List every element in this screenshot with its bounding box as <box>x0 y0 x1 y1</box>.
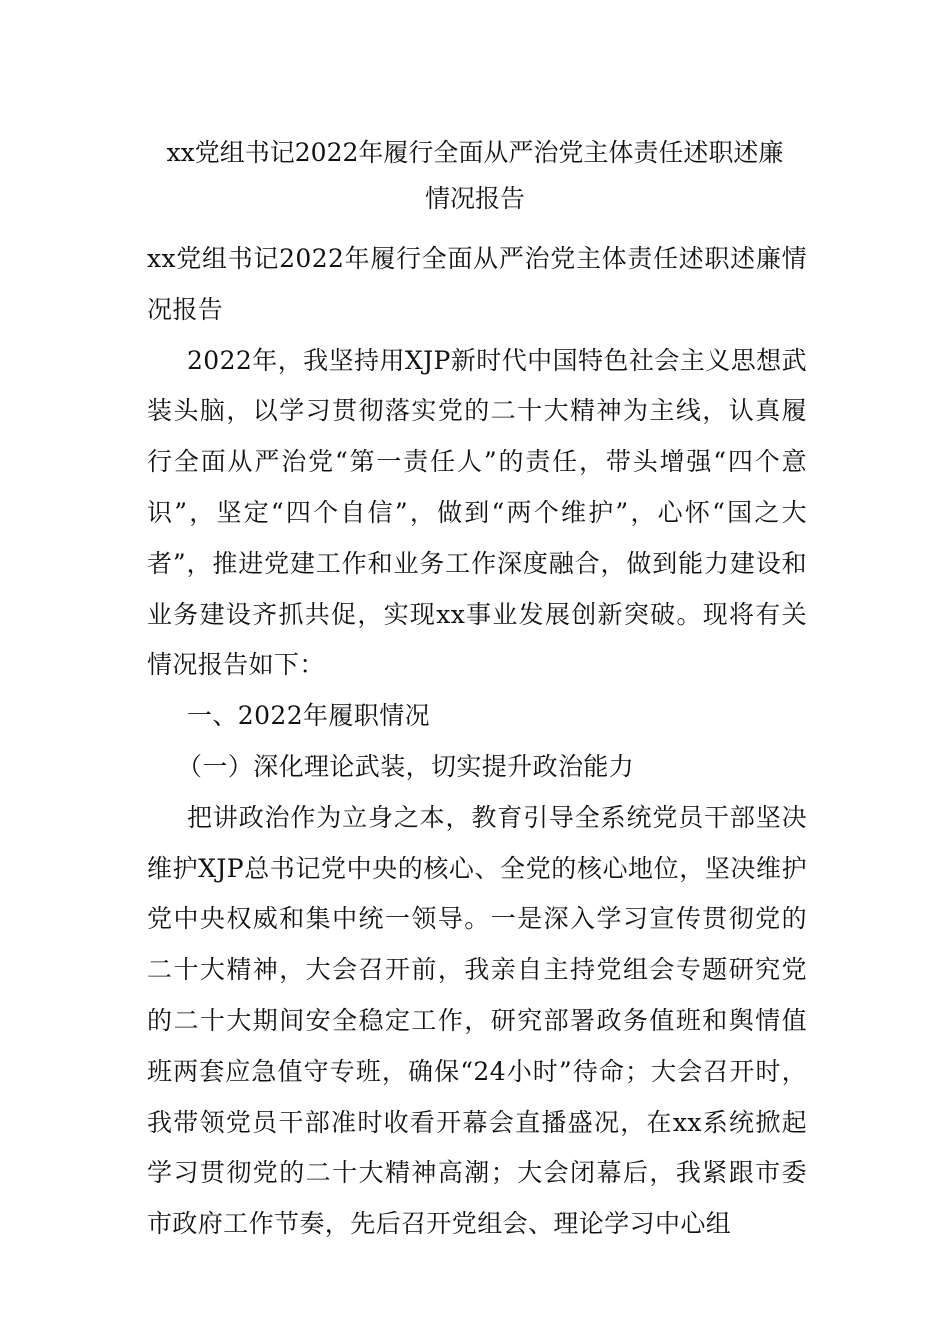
document-subtitle: xx党组书记2022年履行全面从严治党主体责任述职述廉情况报告 <box>147 244 807 324</box>
body-paragraph: 把讲政治作为立身之本，教育引导全系统党员干部坚决维护XJP总书记党中央的核心、全党的核心地位，坚决维护党中央权威和集中统一领导。一是深入学习宣传贯彻党的二十大精神，大会召开前，我亲自主持党组会专题研究党的二十大期间安全稳定工作，研究部署政务值班和舆情值班两套应急值守专班，确保“24小时”待命；大会召开时，我带领党员干部准时收看开幕会直播盛况，在xx系统掀起学习贯彻党的二十大精神高潮；大会闭幕后，我紧跟市委市政府工作节奏，先后召开党组会、理论学习中心组 <box>147 802 807 1239</box>
document-title <box>120 130 830 222</box>
intro-paragraph: 2022年，我坚持用XJP新时代中国特色社会主义思想武装头脑，以学习贯彻落实党的二十大精神为主线，认真履行全面从严治党“第一责任人”的责任，带头增强“四个意识”，坚定“四个自信”，做到“两个维护”，心怀“国之大者”，推进党建工作和业务工作深度融合，做到能力建设和业务建设齐抓共促，实现xx事业发展创新突破。现将有关情况报告如下： <box>147 345 807 680</box>
document-title-line-1: xx党组书记2022年履行全面从严治党主体责任述职述廉 <box>166 138 784 167</box>
subsection-heading: （一）深化理论武装，切实提升政治能力 <box>177 751 635 781</box>
section-heading: 一、2022年履职情况 <box>187 701 431 731</box>
document-body <box>147 234 807 1250</box>
document-title-line-2: 情况报告 <box>424 184 525 213</box>
